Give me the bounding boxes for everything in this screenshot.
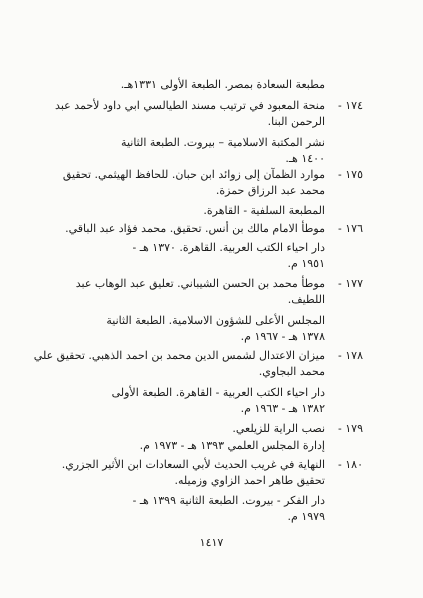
entry-number: ١٧٧ - <box>338 277 363 290</box>
text-line: موطأ محمد بن الحسن الشيباني. تعليق عبد الوهاب عبد <box>75 277 325 290</box>
text-line: ١٩٧٩ م. <box>287 510 325 523</box>
text-line: موارد الظمآن إلى زوائد ابن حبان. للحافظ الهيثمي. تحقيق <box>62 168 325 181</box>
text-line: ١٣٧٨ هـ - ١٩٦٧ م. <box>240 330 325 343</box>
entry-number: ١٨٠ - <box>338 458 363 471</box>
page-number: ١٤١٧ <box>199 536 224 549</box>
text-line: موطأ الامام مالك بن أنس. تحقيق. محمد فؤاد عبد الباقي. <box>65 222 325 235</box>
entry-number: ١٧٥ - <box>338 168 363 181</box>
entry-number: ١٧٦ - <box>338 222 363 235</box>
text-line: اللطيف. <box>287 293 325 306</box>
text-line: ١٣٨٢ هـ - ١٩٦٣ م. <box>240 402 325 415</box>
text-line: ١٤٠٠ هـ. <box>285 152 325 165</box>
entry-number: ١٧٩ - <box>338 422 363 435</box>
text-line: ١٩٥١ م. <box>287 257 325 270</box>
text-line: المجلس الأعلى للشؤون الاسلامية. الطبعة الثانية <box>106 314 325 327</box>
text-line: دار الفكر - بيروت. الطبعة الثانية ١٣٩٩ هـ - <box>132 494 325 507</box>
text-line: منحة المعبود في ترتيب مسند الطيالسي ابي داود لأحمد عبد <box>55 99 325 112</box>
text-line: دار احياء الكتب العربية - القاهرة. الطبعة الأولى <box>111 386 325 399</box>
text-line: ميزان الاعتدال لشمس الدين محمد بن احمد الذهبي. تحقيق علي <box>33 349 325 362</box>
text-line: دار احياء الكتب العربية. القاهرة. ١٣٧٠ هـ - <box>132 241 325 254</box>
text-line: محمد البجاوي. <box>258 365 325 378</box>
text-line: النهاية في غريب الحديث لأبي السعادات ابن الأثير الجزري. <box>61 458 325 471</box>
entry-number: ١٧٨ - <box>338 349 363 362</box>
text-line: مطبعة السعادة بمصر. الطبعة الأولى ١٣٣١هـ. <box>120 78 325 91</box>
text-line: المطبعة السلفية - القاهرة. <box>203 204 325 217</box>
text-line: تحقيق طاهر احمد الزاوي وزميله. <box>174 474 325 487</box>
text-line: الرحمن البنا. <box>267 115 325 128</box>
entry-number: ١٧٤ - <box>338 99 363 112</box>
text-line: نصب الراية للزيلعي. <box>232 422 325 435</box>
text-line: نشر المكتبة الاسلامية – بيروت. الطبعة الثانية <box>121 136 325 149</box>
text-line: محمد عبد الرزاق حمزة. <box>215 184 325 197</box>
text-line: إدارة المجلس العلمي ١٣٩٣ هـ - ١٩٧٣ م. <box>139 439 325 452</box>
